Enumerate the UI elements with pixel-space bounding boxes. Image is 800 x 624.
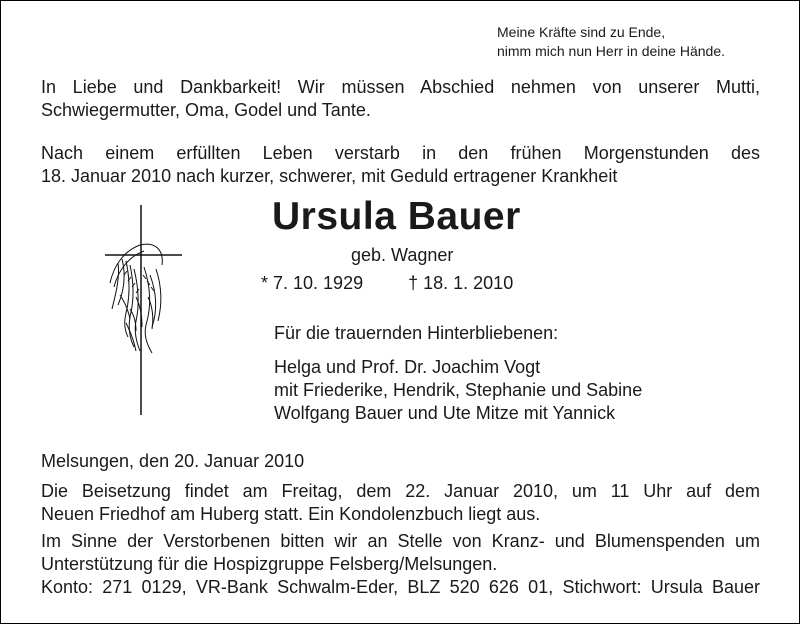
donation-line: Unterstützung für die Hospizgruppe Felsberg/Melsungen. — [41, 554, 498, 574]
funeral-paragraph — [41, 480, 760, 526]
intro-line: In Liebe und Dankbarkeit! Wir müssen Abschied nehmen von unserer Mutti, — [41, 77, 760, 97]
funeral-line: Die Beisetzung findet am Freitag, dem 22. Januar 2010, um 11 Uhr auf dem — [41, 481, 760, 501]
donation-paragraph — [41, 530, 760, 599]
death-notice-paragraph — [41, 142, 760, 188]
donation-line: Konto: 271 0129, VR-Bank Schwalm-Eder, BLZ 520 626 01, Stichwort: Ursula Bauer — [41, 577, 760, 597]
death-notice-line: Nach einem erfüllten Leben verstarb in den frühen Morgenstunden des — [41, 143, 760, 163]
death-date: † 18. 1. 2010 — [408, 273, 514, 293]
motto-verse — [497, 23, 725, 61]
life-dates — [261, 273, 513, 294]
place-date — [41, 450, 760, 473]
cross-with-wheat-icon — [100, 205, 190, 415]
mourner-line: mit Friederike, Hendrik, Stephanie und Sabine — [274, 380, 643, 400]
funeral-line: Neuen Friedhof am Huberg statt. Ein Kondolenzbuch liegt aus. — [41, 504, 541, 524]
place-date-line: Melsungen, den 20. Januar 2010 — [41, 451, 305, 471]
mourners-block — [274, 322, 642, 425]
mourner-line: Helga und Prof. Dr. Joachim Vogt — [274, 357, 541, 377]
mourner-line: Wolfgang Bauer und Ute Mitze mit Yannick — [274, 403, 616, 423]
deceased-name: Ursula Bauer — [272, 195, 521, 238]
mourners-heading: Für die trauernden Hinterbliebenen: — [274, 323, 559, 343]
intro-paragraph — [41, 76, 760, 122]
maiden-name: geb. Wagner — [351, 245, 454, 265]
death-notice-line: 18. Januar 2010 nach kurzer, schwerer, mit Geduld ertragener Krankheit — [41, 166, 618, 186]
intro-line: Schwiegermutter, Oma, Godel und Tante. — [41, 100, 371, 120]
donation-line: Im Sinne der Verstorbenen bitten wir an Stelle von Kranz- und Blumenspenden um — [41, 531, 760, 551]
motto-line: nimm mich nun Herr in deine Hände. — [497, 43, 725, 59]
birth-date: * 7. 10. 1929 — [261, 273, 364, 293]
motto-line: Meine Kräfte sind zu Ende, — [497, 24, 666, 40]
